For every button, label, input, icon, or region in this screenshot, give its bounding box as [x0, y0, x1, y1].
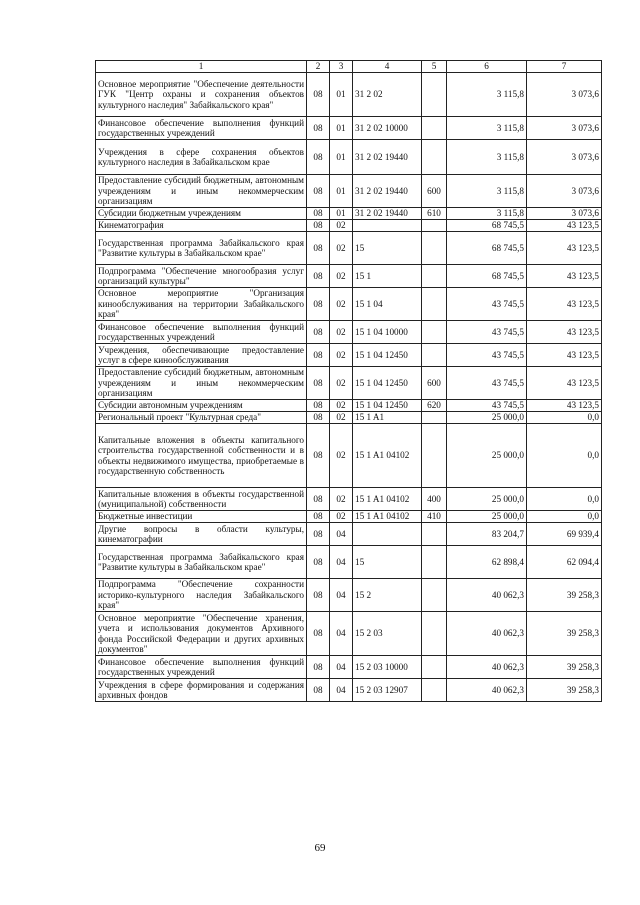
- row-section: 08: [307, 321, 330, 344]
- row-target-code: 31 2 02 10000: [353, 117, 422, 140]
- row-subsection: 01: [330, 117, 353, 140]
- row-target-code: 31 2 02: [353, 73, 422, 117]
- row-amount-col7: 3 073,6: [527, 175, 602, 208]
- row-subsection: 02: [330, 288, 353, 321]
- row-description: Бюджетные инвестиции: [96, 511, 307, 523]
- row-subsection: 04: [330, 523, 353, 546]
- row-section: 08: [307, 344, 330, 367]
- row-target-code: 31 2 02 19440: [353, 208, 422, 220]
- row-amount-col7: 39 258,3: [527, 579, 602, 612]
- row-description: Основное мероприятие "Обеспечение деятельности ГУК "Центр охраны и сохранения объектов культурного наследия" Забайкальского края": [96, 73, 307, 117]
- row-subsection: 04: [330, 579, 353, 612]
- row-target-code: 15 2: [353, 579, 422, 612]
- table-row: [96, 400, 602, 412]
- row-amount-col6: 40 062,3: [447, 612, 527, 656]
- table-row: [96, 208, 602, 220]
- row-section: 08: [307, 579, 330, 612]
- row-amount-col6: 83 204,7: [447, 523, 527, 546]
- row-target-code: 15 2 03 12907: [353, 679, 422, 702]
- row-section: 08: [307, 546, 330, 579]
- row-amount-col6: 43 745,5: [447, 344, 527, 367]
- row-target-code: 15 1 A1: [353, 412, 422, 424]
- row-description: Финансовое обеспечение выполнения функций государственных учреждений: [96, 117, 307, 140]
- row-target-code: 15 1 04 12450: [353, 344, 422, 367]
- row-subsection: 04: [330, 679, 353, 702]
- row-target-code: 15 2 03: [353, 612, 422, 656]
- row-amount-col7: 0,0: [527, 488, 602, 511]
- row-amount-col6: 43 745,5: [447, 400, 527, 412]
- row-section: 08: [307, 220, 330, 232]
- row-amount-col7: 39 258,3: [527, 656, 602, 679]
- row-description: Субсидии автономным учреждениям: [96, 400, 307, 412]
- row-expense-type: [422, 140, 447, 175]
- row-description: Учреждения, обеспечивающие предоставление услуг в сфере кинообслуживания: [96, 344, 307, 367]
- row-expense-type: [422, 579, 447, 612]
- row-subsection: 02: [330, 321, 353, 344]
- row-description: Финансовое обеспечение выполнения функций государственных учреждений: [96, 656, 307, 679]
- row-amount-col7: 43 123,5: [527, 232, 602, 265]
- page-number: 69: [314, 842, 326, 854]
- row-subsection: 04: [330, 612, 353, 656]
- row-target-code: 15 2 03 10000: [353, 656, 422, 679]
- row-expense-type: [422, 232, 447, 265]
- row-target-code: 15 1 A1 04102: [353, 424, 422, 488]
- column-header: 5: [422, 61, 447, 73]
- row-expense-type: [422, 523, 447, 546]
- row-target-code: 15 1 A1 04102: [353, 488, 422, 511]
- row-subsection: 02: [330, 220, 353, 232]
- row-section: 08: [307, 208, 330, 220]
- row-expense-type: [422, 117, 447, 140]
- table-row: [96, 344, 602, 367]
- table-row: [96, 424, 602, 488]
- row-amount-col6: 43 745,5: [447, 288, 527, 321]
- row-amount-col7: 0,0: [527, 424, 602, 488]
- row-subsection: 04: [330, 546, 353, 579]
- row-target-code: 15 1 04 12450: [353, 400, 422, 412]
- row-expense-type: [422, 265, 447, 288]
- row-amount-col7: 69 939,4: [527, 523, 602, 546]
- row-amount-col7: 0,0: [527, 412, 602, 424]
- row-description: Региональный проект "Культурная среда": [96, 412, 307, 424]
- table-row: [96, 523, 602, 546]
- row-expense-type: [422, 321, 447, 344]
- row-description: Подпрограмма "Обеспечение многообразия услуг организаций культуры": [96, 265, 307, 288]
- row-amount-col7: 3 073,6: [527, 117, 602, 140]
- row-expense-type: [422, 679, 447, 702]
- row-target-code: [353, 523, 422, 546]
- table-row: [96, 679, 602, 702]
- row-amount-col6: 62 898,4: [447, 546, 527, 579]
- row-description: Учреждения в сфере сохранения объектов культурного наследия в Забайкальском крае: [96, 140, 307, 175]
- row-amount-col7: 3 073,6: [527, 73, 602, 117]
- row-description: Учреждения в сфере формирования и содержания архивных фондов: [96, 679, 307, 702]
- row-section: 08: [307, 656, 330, 679]
- row-section: 08: [307, 412, 330, 424]
- column-header: 6: [447, 61, 527, 73]
- row-amount-col6: 43 745,5: [447, 321, 527, 344]
- row-expense-type: 600: [422, 367, 447, 400]
- row-amount-col6: 25 000,0: [447, 424, 527, 488]
- row-amount-col7: 3 073,6: [527, 140, 602, 175]
- row-subsection: 02: [330, 424, 353, 488]
- row-expense-type: [422, 220, 447, 232]
- row-subsection: 02: [330, 265, 353, 288]
- row-description: Капитальные вложения в объекты государственной (муниципальной) собственности: [96, 488, 307, 511]
- row-expense-type: 410: [422, 511, 447, 523]
- row-section: 08: [307, 367, 330, 400]
- row-amount-col6: 68 745,5: [447, 232, 527, 265]
- row-subsection: 02: [330, 511, 353, 523]
- row-amount-col7: 3 073,6: [527, 208, 602, 220]
- row-description: Финансовое обеспечение выполнения функций государственных учреждений: [96, 321, 307, 344]
- table-row: [96, 288, 602, 321]
- table-row: [96, 367, 602, 400]
- row-section: 08: [307, 488, 330, 511]
- row-amount-col6: 40 062,3: [447, 579, 527, 612]
- row-subsection: 04: [330, 656, 353, 679]
- table-row: [96, 175, 602, 208]
- row-section: 08: [307, 288, 330, 321]
- row-description: Предоставление субсидий бюджетным, автономным учреждениям и иным некоммерческим организациям: [96, 367, 307, 400]
- row-target-code: 15 1 04: [353, 288, 422, 321]
- row-description: Подпрограмма "Обеспечение сохранности историко-культурного наследия Забайкальского края": [96, 579, 307, 612]
- row-target-code: 31 2 02 19440: [353, 140, 422, 175]
- table-row: [96, 265, 602, 288]
- row-subsection: 01: [330, 208, 353, 220]
- row-subsection: 01: [330, 73, 353, 117]
- row-amount-col6: 25 000,0: [447, 412, 527, 424]
- row-amount-col7: 62 094,4: [527, 546, 602, 579]
- budget-table: [95, 60, 602, 702]
- table-row: [96, 656, 602, 679]
- table-row: [96, 140, 602, 175]
- column-header: 2: [307, 61, 330, 73]
- table-row: [96, 321, 602, 344]
- row-section: 08: [307, 523, 330, 546]
- row-section: 08: [307, 232, 330, 265]
- row-amount-col6: 40 062,3: [447, 679, 527, 702]
- table-row: [96, 612, 602, 656]
- row-description: Государственная программа Забайкальского края "Развитие культуры в Забайкальском крае": [96, 546, 307, 579]
- row-amount-col6: 25 000,0: [447, 511, 527, 523]
- row-section: 08: [307, 400, 330, 412]
- row-description: Капитальные вложения в объекты капитального строительства государственной собственности и в объекты недвижимого имущества, приобретаемые в государственную собственность: [96, 424, 307, 488]
- row-subsection: 02: [330, 412, 353, 424]
- table-row: [96, 220, 602, 232]
- row-expense-type: 400: [422, 488, 447, 511]
- row-description: Основное мероприятие "Организация кинообслуживания на территории Забайкальского края": [96, 288, 307, 321]
- row-amount-col7: 43 123,5: [527, 344, 602, 367]
- table-header-row: [96, 61, 602, 73]
- table-row: [96, 546, 602, 579]
- row-amount-col6: 3 115,8: [447, 208, 527, 220]
- row-section: 08: [307, 117, 330, 140]
- row-amount-col7: 43 123,5: [527, 321, 602, 344]
- row-section: 08: [307, 679, 330, 702]
- row-expense-type: 610: [422, 208, 447, 220]
- row-subsection: 01: [330, 140, 353, 175]
- row-section: 08: [307, 140, 330, 175]
- row-amount-col7: 43 123,5: [527, 400, 602, 412]
- table-row: [96, 232, 602, 265]
- row-amount-col7: 43 123,5: [527, 367, 602, 400]
- row-amount-col7: 39 258,3: [527, 612, 602, 656]
- row-subsection: 02: [330, 367, 353, 400]
- row-section: 08: [307, 424, 330, 488]
- table-row: [96, 579, 602, 612]
- row-subsection: 02: [330, 400, 353, 412]
- row-amount-col6: 68 745,5: [447, 265, 527, 288]
- row-subsection: 02: [330, 232, 353, 265]
- table-row: [96, 117, 602, 140]
- row-expense-type: 620: [422, 400, 447, 412]
- row-amount-col6: 43 745,5: [447, 367, 527, 400]
- row-description: Государственная программа Забайкальского края "Развитие культуры в Забайкальском крае": [96, 232, 307, 265]
- row-description: Субсидии бюджетным учреждениям: [96, 208, 307, 220]
- row-description: Кинематография: [96, 220, 307, 232]
- row-description: Основное мероприятие "Обеспечение хранения, учета и использования документов Архивного фонда Российской Федерации и других архивных документов": [96, 612, 307, 656]
- table-row: [96, 73, 602, 117]
- row-section: 08: [307, 175, 330, 208]
- row-target-code: 15 1 04 12450: [353, 367, 422, 400]
- row-subsection: 02: [330, 488, 353, 511]
- row-section: 08: [307, 265, 330, 288]
- row-expense-type: [422, 344, 447, 367]
- row-expense-type: [422, 546, 447, 579]
- row-expense-type: [422, 412, 447, 424]
- row-amount-col7: 39 258,3: [527, 679, 602, 702]
- row-target-code: 15 1 04 10000: [353, 321, 422, 344]
- row-expense-type: [422, 612, 447, 656]
- row-section: 08: [307, 511, 330, 523]
- row-target-code: 15: [353, 546, 422, 579]
- column-header: 1: [96, 61, 307, 73]
- row-amount-col6: 3 115,8: [447, 175, 527, 208]
- row-section: 08: [307, 612, 330, 656]
- row-amount-col6: 3 115,8: [447, 73, 527, 117]
- row-target-code: 31 2 02 19440: [353, 175, 422, 208]
- row-target-code: [353, 220, 422, 232]
- table-row: [96, 511, 602, 523]
- row-amount-col7: 43 123,5: [527, 220, 602, 232]
- row-amount-col6: 3 115,8: [447, 140, 527, 175]
- row-target-code: 15 1 A1 04102: [353, 511, 422, 523]
- row-amount-col6: 3 115,8: [447, 117, 527, 140]
- table-row: [96, 488, 602, 511]
- row-expense-type: [422, 288, 447, 321]
- column-header: 4: [353, 61, 422, 73]
- row-section: 08: [307, 73, 330, 117]
- row-amount-col7: 43 123,5: [527, 288, 602, 321]
- row-expense-type: [422, 656, 447, 679]
- table-row: [96, 412, 602, 424]
- column-header: 3: [330, 61, 353, 73]
- row-amount-col6: 68 745,5: [447, 220, 527, 232]
- row-target-code: 15 1: [353, 265, 422, 288]
- row-description: Другие вопросы в области культуры, кинематографии: [96, 523, 307, 546]
- row-amount-col6: 25 000,0: [447, 488, 527, 511]
- row-amount-col6: 40 062,3: [447, 656, 527, 679]
- row-amount-col7: 0,0: [527, 511, 602, 523]
- row-target-code: 15: [353, 232, 422, 265]
- row-expense-type: [422, 73, 447, 117]
- row-subsection: 01: [330, 175, 353, 208]
- row-amount-col7: 43 123,5: [527, 265, 602, 288]
- column-header: 7: [527, 61, 602, 73]
- row-expense-type: [422, 424, 447, 488]
- row-description: Предоставление субсидий бюджетным, автономным учреждениям и иным некоммерческим организациям: [96, 175, 307, 208]
- row-subsection: 02: [330, 344, 353, 367]
- row-expense-type: 600: [422, 175, 447, 208]
